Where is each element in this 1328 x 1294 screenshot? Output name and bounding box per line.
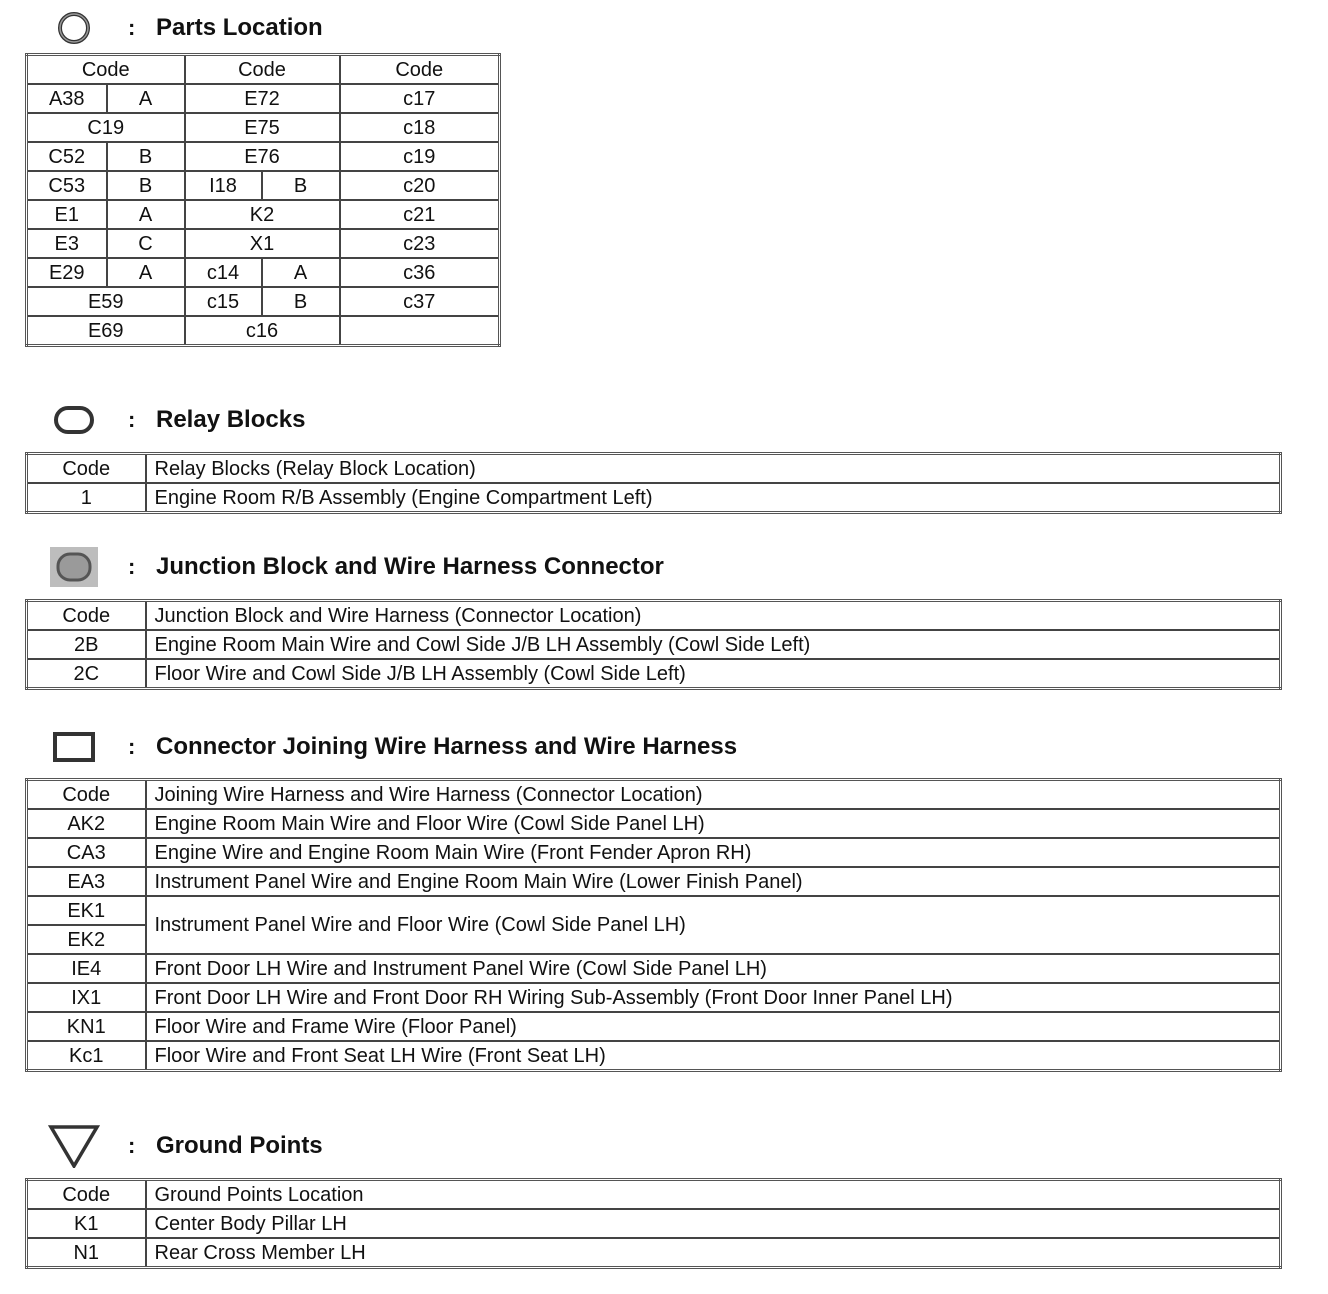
table-header-row — [27, 1180, 1281, 1210]
code-cell: C19 — [27, 113, 185, 142]
code-cell: c16 — [185, 316, 340, 346]
table-row — [27, 630, 1281, 659]
description-cell: Center Body Pillar LH — [146, 1209, 1281, 1238]
ground-points-table — [25, 1178, 1282, 1269]
code-cell: A — [107, 200, 185, 229]
section-title: Connector Joining Wire Harness and Wire Harness — [156, 733, 738, 760]
ground-points-heading — [48, 1124, 323, 1168]
code-cell: IE4 — [27, 954, 146, 983]
triangle-symbol-icon — [48, 1124, 100, 1168]
parts-location-table — [25, 53, 501, 347]
column-header: Code — [340, 55, 500, 85]
shaded-oval-symbol-icon — [48, 545, 100, 589]
code-cell: EK2 — [27, 925, 146, 954]
description-cell: Rear Cross Member LH — [146, 1238, 1281, 1268]
column-header: Code — [27, 1180, 146, 1210]
rectangle-symbol-icon — [48, 725, 100, 769]
code-cell: EA3 — [27, 867, 146, 896]
junction-block-table — [25, 599, 1282, 690]
connector-joining-table — [25, 778, 1282, 1072]
table-row — [27, 200, 500, 229]
code-cell: E3 — [27, 229, 107, 258]
description-cell: Front Door LH Wire and Front Door RH Wiring Sub-Assembly (Front Door Inner Panel LH) — [146, 983, 1281, 1012]
table-header-row — [27, 780, 1281, 810]
code-cell: E72 — [185, 84, 340, 113]
code-cell: CA3 — [27, 838, 146, 867]
table-row — [27, 229, 500, 258]
section-colon: : — [128, 734, 136, 759]
table-row — [27, 867, 1281, 896]
table-row — [27, 1209, 1281, 1238]
code-cell: 1 — [27, 483, 146, 513]
code-cell: AK2 — [27, 809, 146, 838]
description-cell: Floor Wire and Frame Wire (Floor Panel) — [146, 1012, 1281, 1041]
table-header-row — [27, 454, 1281, 484]
code-cell: A — [262, 258, 340, 287]
code-cell: B — [262, 287, 340, 316]
code-cell: B — [262, 171, 340, 200]
connector-joining-heading — [48, 725, 737, 769]
column-header: Relay Blocks (Relay Block Location) — [146, 454, 1281, 484]
table-row — [27, 838, 1281, 867]
code-cell: E59 — [27, 287, 185, 316]
table-header-row — [27, 55, 500, 85]
code-cell: B — [107, 142, 185, 171]
rounded-rectangle-symbol-icon — [48, 398, 100, 442]
description-cell: Floor Wire and Cowl Side J/B LH Assembly (Cowl Side Left) — [146, 659, 1281, 689]
table-row — [27, 983, 1281, 1012]
code-cell: c14 — [185, 258, 262, 287]
table-row — [27, 171, 500, 200]
code-cell: X1 — [185, 229, 340, 258]
description-cell: Engine Room Main Wire and Cowl Side J/B LH Assembly (Cowl Side Left) — [146, 630, 1281, 659]
code-cell: c20 — [340, 171, 500, 200]
table-row — [27, 1238, 1281, 1268]
code-cell: K2 — [185, 200, 340, 229]
code-cell: K1 — [27, 1209, 146, 1238]
column-header: Code — [185, 55, 340, 85]
section-title: Ground Points — [156, 1132, 323, 1159]
section-colon: : — [128, 1133, 136, 1158]
code-cell: EK1 — [27, 896, 146, 925]
junction-block-heading — [48, 545, 664, 589]
code-cell: C53 — [27, 171, 107, 200]
code-cell: Kc1 — [27, 1041, 146, 1071]
table-row — [27, 809, 1281, 838]
column-header: Junction Block and Wire Harness (Connector Location) — [146, 601, 1281, 631]
code-cell: E29 — [27, 258, 107, 287]
section-title: Parts Location — [156, 14, 323, 41]
column-header: Ground Points Location — [146, 1180, 1281, 1210]
code-cell: IX1 — [27, 983, 146, 1012]
code-cell: c23 — [340, 229, 500, 258]
relay-blocks-table — [25, 452, 1282, 514]
column-header: Code — [27, 780, 146, 810]
column-header: Code — [27, 601, 146, 631]
description-cell: Engine Room R/B Assembly (Engine Compartment Left) — [146, 483, 1281, 513]
code-cell: c36 — [340, 258, 500, 287]
table-row — [27, 1012, 1281, 1041]
code-cell: B — [107, 171, 185, 200]
description-cell: Engine Room Main Wire and Floor Wire (Cowl Side Panel LH) — [146, 809, 1281, 838]
code-cell: I18 — [185, 171, 262, 200]
section-title: Junction Block and Wire Harness Connector — [156, 553, 664, 580]
code-cell: 2C — [27, 659, 146, 689]
description-cell: Front Door LH Wire and Instrument Panel Wire (Cowl Side Panel LH) — [146, 954, 1281, 983]
table-row — [27, 113, 500, 142]
description-cell: Floor Wire and Front Seat LH Wire (Front Seat LH) — [146, 1041, 1281, 1071]
section-title: Relay Blocks — [156, 406, 306, 433]
code-cell: A — [107, 84, 185, 113]
code-cell: C52 — [27, 142, 107, 171]
column-header: Code — [27, 454, 146, 484]
table-row — [27, 84, 500, 113]
code-cell — [340, 316, 500, 346]
section-colon: : — [128, 15, 136, 40]
code-cell: c15 — [185, 287, 262, 316]
table-row — [27, 287, 500, 316]
code-cell: N1 — [27, 1238, 146, 1268]
table-row — [27, 316, 500, 346]
description-cell: Engine Wire and Engine Room Main Wire (Front Fender Apron RH) — [146, 838, 1281, 867]
circle-symbol-icon — [48, 6, 100, 50]
code-cell: 2B — [27, 630, 146, 659]
table-row — [27, 483, 1281, 513]
table-header-row — [27, 601, 1281, 631]
code-cell: c17 — [340, 84, 500, 113]
code-cell: c19 — [340, 142, 500, 171]
code-cell: A38 — [27, 84, 107, 113]
code-cell: c21 — [340, 200, 500, 229]
section-colon: : — [128, 407, 136, 432]
code-cell: E69 — [27, 316, 185, 346]
section-colon: : — [128, 554, 136, 579]
table-row — [27, 258, 500, 287]
column-header: Joining Wire Harness and Wire Harness (Connector Location) — [146, 780, 1281, 810]
code-cell: C — [107, 229, 185, 258]
table-row — [27, 659, 1281, 689]
relay-blocks-heading — [48, 398, 305, 442]
code-cell: E75 — [185, 113, 340, 142]
description-cell: Instrument Panel Wire and Engine Room Main Wire (Lower Finish Panel) — [146, 867, 1281, 896]
code-cell: E76 — [185, 142, 340, 171]
code-cell: c18 — [340, 113, 500, 142]
code-cell: A — [107, 258, 185, 287]
table-row — [27, 1041, 1281, 1071]
description-cell: Instrument Panel Wire and Floor Wire (Cowl Side Panel LH) — [146, 896, 1281, 954]
table-row — [27, 954, 1281, 983]
table-row — [27, 896, 1281, 925]
code-cell: KN1 — [27, 1012, 146, 1041]
table-row — [27, 142, 500, 171]
code-cell: E1 — [27, 200, 107, 229]
parts-location-heading — [48, 6, 323, 50]
column-header: Code — [27, 55, 185, 85]
code-cell: c37 — [340, 287, 500, 316]
